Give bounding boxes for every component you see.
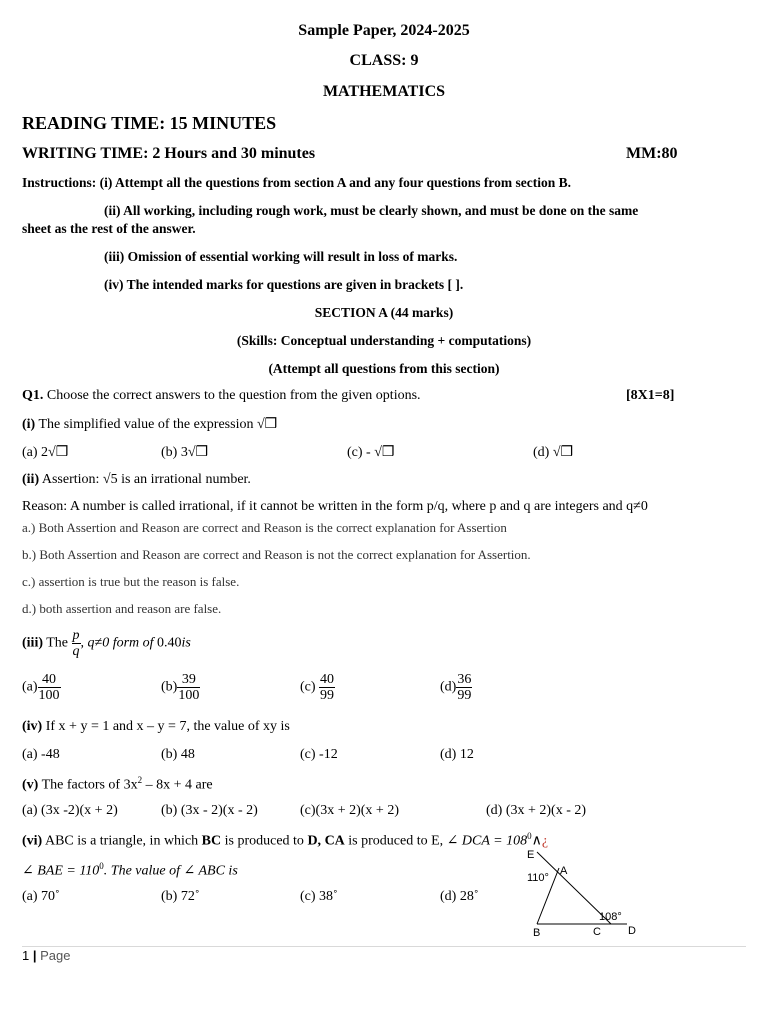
option-label: (d) (440, 679, 457, 695)
label-a: A (560, 865, 568, 877)
option-fraction (456, 672, 472, 703)
qii-reason: Reason: A number is called irrational, if it cannot be written in the form p/q, where p and q are integers and q≠0 (22, 499, 648, 514)
qiii-option-d (440, 672, 472, 703)
footer-divider (22, 946, 746, 947)
q1-marks: [8X1=8] (626, 388, 675, 403)
instruction-ii-cont: sheet as the rest of the answer. (22, 221, 196, 236)
qv-option-d: (d) (3x + 2)(x - 2) (486, 803, 587, 818)
page-footer (22, 948, 71, 963)
section-attempt: (Attempt all questions from this section) (268, 361, 500, 376)
qiii-option-b (161, 672, 200, 703)
q1-text: Choose the correct answers to the question from the given options. (46, 388, 421, 403)
qv-option-c: (c)(3x + 2)(x + 2) (300, 803, 399, 818)
option-fraction (177, 672, 200, 703)
qvi-tail-2: ¿ (541, 833, 549, 849)
fraction-denominator: 100 (38, 688, 60, 703)
qvi-option-d: (d) 28˚ (440, 889, 479, 904)
qiii-form-of: form of (112, 635, 154, 651)
qvi-angle-dca: ∠ DCA = 108 (446, 833, 528, 849)
triangle-figure (515, 846, 645, 940)
qv-question-a: The factors of 3x (41, 777, 138, 793)
qi-option-a: (a) 2√❒ (22, 445, 69, 460)
qi-option-c: (c) - √❒ (347, 445, 395, 460)
qvi-angle-bae: ∠ BAE = 110 (22, 863, 100, 879)
qvi-bc: BC (201, 833, 222, 849)
paper-title: Sample Paper, 2024-2025 (298, 22, 470, 39)
fraction-numerator: 40 (320, 672, 335, 687)
qii-option-b: b.) Both Assertion and Reason are correct and Reason is not the correct explanation for Assertion. (22, 547, 531, 562)
qvi-text (22, 831, 548, 850)
option-label: (a) (22, 679, 38, 695)
option-label: (c) (300, 679, 316, 695)
qvi-text-1: ABC is a triangle, in which (44, 833, 199, 849)
label-d: D (628, 925, 636, 937)
section-skills: (Skills: Conceptual understanding + computations) (236, 333, 532, 348)
writing-time: WRITING TIME: 2 Hours and 30 minutes (22, 145, 316, 162)
qv-option-b: (b) (3x - 2)(x - 2) (161, 803, 258, 818)
qv-label: (v) (22, 777, 39, 793)
instruction-iv: (iv) The intended marks for questions are given in brackets [ ]. (104, 277, 464, 292)
label-e: E (527, 849, 535, 861)
qvi-text-3: is produced to E, (348, 833, 444, 849)
page-word: Page (40, 948, 71, 963)
qvi-degree-2: 0 (99, 861, 104, 871)
option-label: (b) (161, 679, 178, 695)
qvi-text-2: is produced to (224, 833, 304, 849)
class-label: CLASS: 9 (349, 52, 419, 69)
instruction-i: Instructions: (i) Attempt all the questions from section A and any four questions from section B. (22, 175, 572, 190)
qi-text (22, 416, 277, 433)
qi-label: (i) (22, 417, 36, 432)
qi-option-b: (b) 3√❒ (161, 445, 209, 460)
option-fraction (319, 672, 335, 703)
fraction-numerator: 40 (42, 672, 57, 687)
label-b: B (533, 927, 541, 939)
qiv-option-d: (d) 12 (440, 747, 474, 762)
section-title: SECTION A (44 marks) (314, 305, 454, 320)
qiii-value: 0.40 (157, 635, 182, 651)
qv-option-a: (a) (3x -2)(x + 2) (22, 803, 118, 818)
qvi-degree-1: 0 (527, 831, 532, 841)
qv-question-b: – 8x + 4 are (142, 777, 213, 793)
page-number: 1 (22, 948, 30, 963)
qvi-ca: CA (324, 833, 345, 849)
qiv-option-b: (b) 48 (161, 747, 195, 762)
label-c: C (593, 926, 601, 938)
subject-label: MATHEMATICS (322, 83, 446, 100)
option-fraction (38, 672, 61, 703)
qiv-option-c: (c) -12 (300, 747, 338, 762)
qiv-question: If x + y = 1 and x – y = 7, the value of xy is (45, 719, 290, 734)
qii-assertion (22, 472, 251, 488)
q1-label: Q1. (22, 388, 44, 403)
fraction-numerator: p (72, 628, 80, 643)
qvi-text-line2 (22, 861, 238, 880)
instruction-ii: (ii) All working, including rough work, must be clearly shown, and must be done on the same (104, 203, 639, 218)
fraction-denominator: q (72, 644, 80, 659)
instruction-iii: (iii) Omission of essential working will result in loss of marks. (104, 249, 458, 264)
qiii-the: The (46, 635, 69, 651)
qvi-option-b: (b) 72˚ (161, 889, 200, 904)
label-108: 108° (599, 911, 622, 923)
qi-option-d: (d) √❒ (533, 445, 574, 460)
qii-option-d: d.) both assertion and reason are false. (22, 601, 222, 616)
label-110: 110° (527, 872, 549, 884)
qii-option-c: c.) assertion is true but the reason is false. (22, 574, 240, 589)
qvi-tail-1: ∧ (531, 833, 542, 849)
qvi-tail-3: . The value of ∠ ABC is (103, 863, 238, 879)
qvi-option-c: (c) 38˚ (300, 889, 338, 904)
qv-text (22, 775, 213, 794)
qiii-option-a (22, 672, 61, 703)
qiii-condition: , q≠0 (80, 635, 110, 651)
qi-question: The simplified value of the expression √❒ (38, 417, 278, 432)
qiii-pq-fraction (72, 628, 81, 659)
qvi-option-a: (a) 70˚ (22, 889, 60, 904)
qii-assertion-text: Assertion: √5 is an irrational number. (41, 472, 251, 487)
fraction-denominator: 99 (320, 688, 335, 703)
qii-label: (ii) (22, 472, 40, 487)
qiv-label: (iv) (22, 719, 43, 734)
qiii-option-c (300, 672, 335, 703)
qv-exponent: 2 (137, 775, 143, 785)
qii-option-a: a.) Both Assertion and Reason are correct and Reason is the correct explanation for Assertion (22, 520, 507, 535)
page-separator: | (32, 948, 37, 963)
qiv-text (22, 719, 290, 735)
fraction-numerator: 39 (181, 672, 196, 687)
qiii-text (22, 628, 191, 659)
qiii-is: is (181, 635, 191, 651)
fraction-denominator: 99 (457, 688, 472, 703)
qiii-label: (iii) (22, 635, 43, 651)
max-marks: MM:80 (626, 145, 678, 162)
qiv-option-a: (a) -48 (22, 747, 60, 762)
q1-heading (22, 388, 421, 404)
fraction-denominator: 100 (178, 688, 200, 703)
qvi-d: D, (307, 833, 322, 849)
qvi-label: (vi) (22, 833, 43, 849)
reading-time: READING TIME: 15 MINUTES (22, 113, 277, 133)
fraction-numerator: 36 (457, 672, 472, 687)
